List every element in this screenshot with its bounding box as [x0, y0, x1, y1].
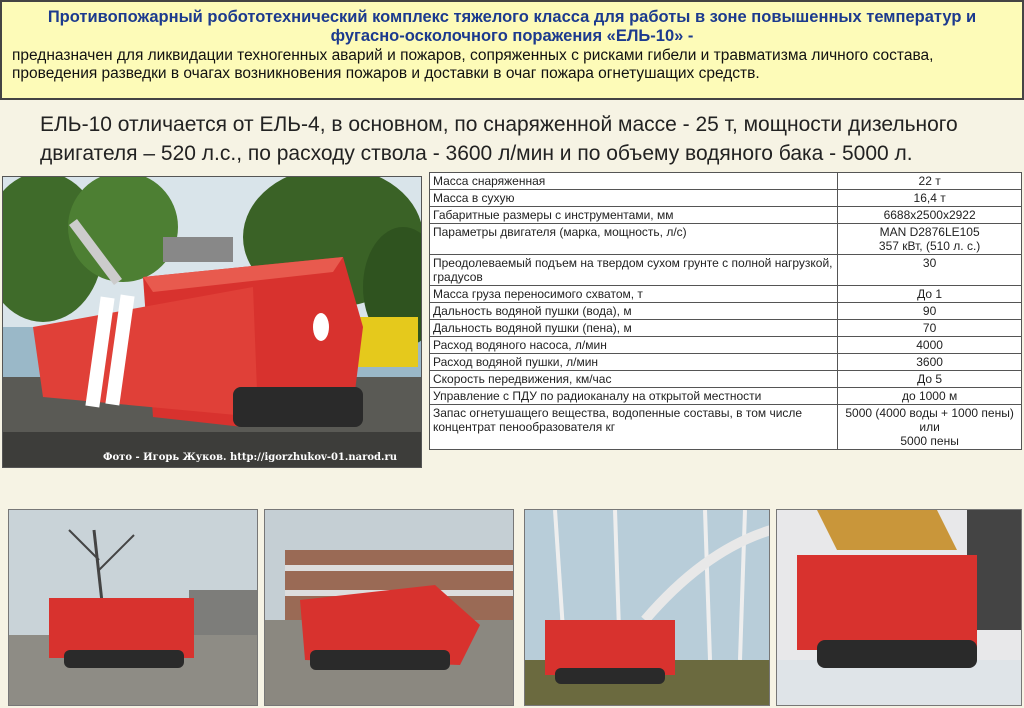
photo-thumbnail-2	[264, 509, 514, 706]
spec-value: 30	[838, 255, 1022, 286]
spec-row	[430, 354, 1022, 371]
spec-row	[430, 337, 1022, 354]
lead-text: ЕЛЬ-10 отличается от ЕЛЬ-4, в основном, по снаряженной массе - 25 т, мощности дизельного двигателя – 520 л.с., по расходу ствола - 3600 л/мин и по объему водяного бака - 5000 л.	[40, 113, 958, 165]
header-description: предназначен для ликвидации техногенных аварий и пожаров, сопряженных с рисками гибели и травматизма личного состава, проведения разведки в очагах возникновения пожаров и доставки в очаг пожара огнетушащих средств.	[12, 47, 934, 82]
spec-name-line: концентрат пенообразователя кг	[433, 420, 616, 434]
spec-value	[838, 405, 1022, 450]
spec-name-line: градусов	[433, 270, 483, 284]
spec-value: 3600	[838, 354, 1022, 371]
photo-thumbnail-4	[776, 509, 1022, 706]
spec-value: 70	[838, 320, 1022, 337]
spec-name: Параметры двигателя (марка, мощность, л/с)	[430, 224, 838, 255]
specifications-table	[429, 172, 1022, 450]
spec-name: Скорость передвижения, км/час	[430, 371, 838, 388]
spec-row	[430, 320, 1022, 337]
spec-value-line: 5000 пены	[900, 434, 959, 448]
spec-value-line: 5000 (4000 воды + 1000 пены)	[845, 406, 1014, 420]
photo-thumbnail-1	[8, 509, 258, 706]
spec-name: Габаритные размеры с инструментами, мм	[430, 207, 838, 224]
spec-name: Масса снаряженная	[430, 173, 838, 190]
spec-name: Расход водяного насоса, л/мин	[430, 337, 838, 354]
spec-value: 4000	[838, 337, 1022, 354]
photo-strip	[0, 509, 1024, 708]
spec-value: До 1	[838, 286, 1022, 303]
spec-row	[430, 371, 1022, 388]
spec-row	[430, 224, 1022, 255]
vehicle-photo-3	[525, 510, 770, 706]
spec-row	[430, 255, 1022, 286]
spec-row	[430, 286, 1022, 303]
spec-value: 22 т	[838, 173, 1022, 190]
header-banner	[0, 0, 1024, 100]
spec-row	[430, 388, 1022, 405]
spec-value: 6688x2500x2922	[838, 207, 1022, 224]
spec-name	[430, 405, 838, 450]
spec-value: 16,4 т	[838, 190, 1022, 207]
header-title-text: Противопожарный робототехнический комплекс тяжелого класса для работы в зоне повышенных температур и фугасно-осколочного поражения «ЕЛЬ-10»	[47, 8, 977, 45]
spec-row	[430, 207, 1022, 224]
main-photo	[2, 176, 422, 468]
photo-credit: Фото - Игорь Жуков. http://igorzhukov-01.narod.ru	[103, 452, 398, 463]
vehicle-photo-4	[777, 510, 1022, 706]
spec-name: Дальность водяной пушки (вода), м	[430, 303, 838, 320]
spec-row	[430, 173, 1022, 190]
vehicle-photo-2	[265, 510, 514, 706]
photo-thumbnail-3	[524, 509, 770, 706]
spec-name: Расход водяной пушки, л/мин	[430, 354, 838, 371]
spec-name-line: Запас огнетушащего вещества, водопенные составы, в том числе	[433, 406, 803, 420]
spec-value	[838, 224, 1022, 255]
spec-value: до 1000 м	[838, 388, 1022, 405]
header-title-suffix: -	[683, 27, 694, 45]
spec-name: Масса груза переносимого схватом, т	[430, 286, 838, 303]
spec-row	[430, 405, 1022, 450]
spec-name: Дальность водяной пушки (пена), м	[430, 320, 838, 337]
robot-vehicle-illustration	[3, 177, 422, 468]
spec-row	[430, 303, 1022, 320]
spec-value-line: MAN D2876LE105	[879, 225, 980, 239]
spec-value: 90	[838, 303, 1022, 320]
spec-name: Масса в сухую	[430, 190, 838, 207]
spec-name-line: Преодолеваемый подъем на твердом сухом грунте с полной нагрузкой,	[433, 256, 833, 270]
spec-value: До 5	[838, 371, 1022, 388]
vehicle-photo-1	[9, 510, 258, 706]
header-title	[12, 8, 1012, 46]
spec-row	[430, 190, 1022, 207]
spec-value-line: или	[919, 420, 940, 434]
spec-value-line: 357 кВт, (510 л. с.)	[878, 239, 981, 253]
spec-name: Управление с ПДУ по радиоканалу на открытой местности	[430, 388, 838, 405]
spec-name	[430, 255, 838, 286]
